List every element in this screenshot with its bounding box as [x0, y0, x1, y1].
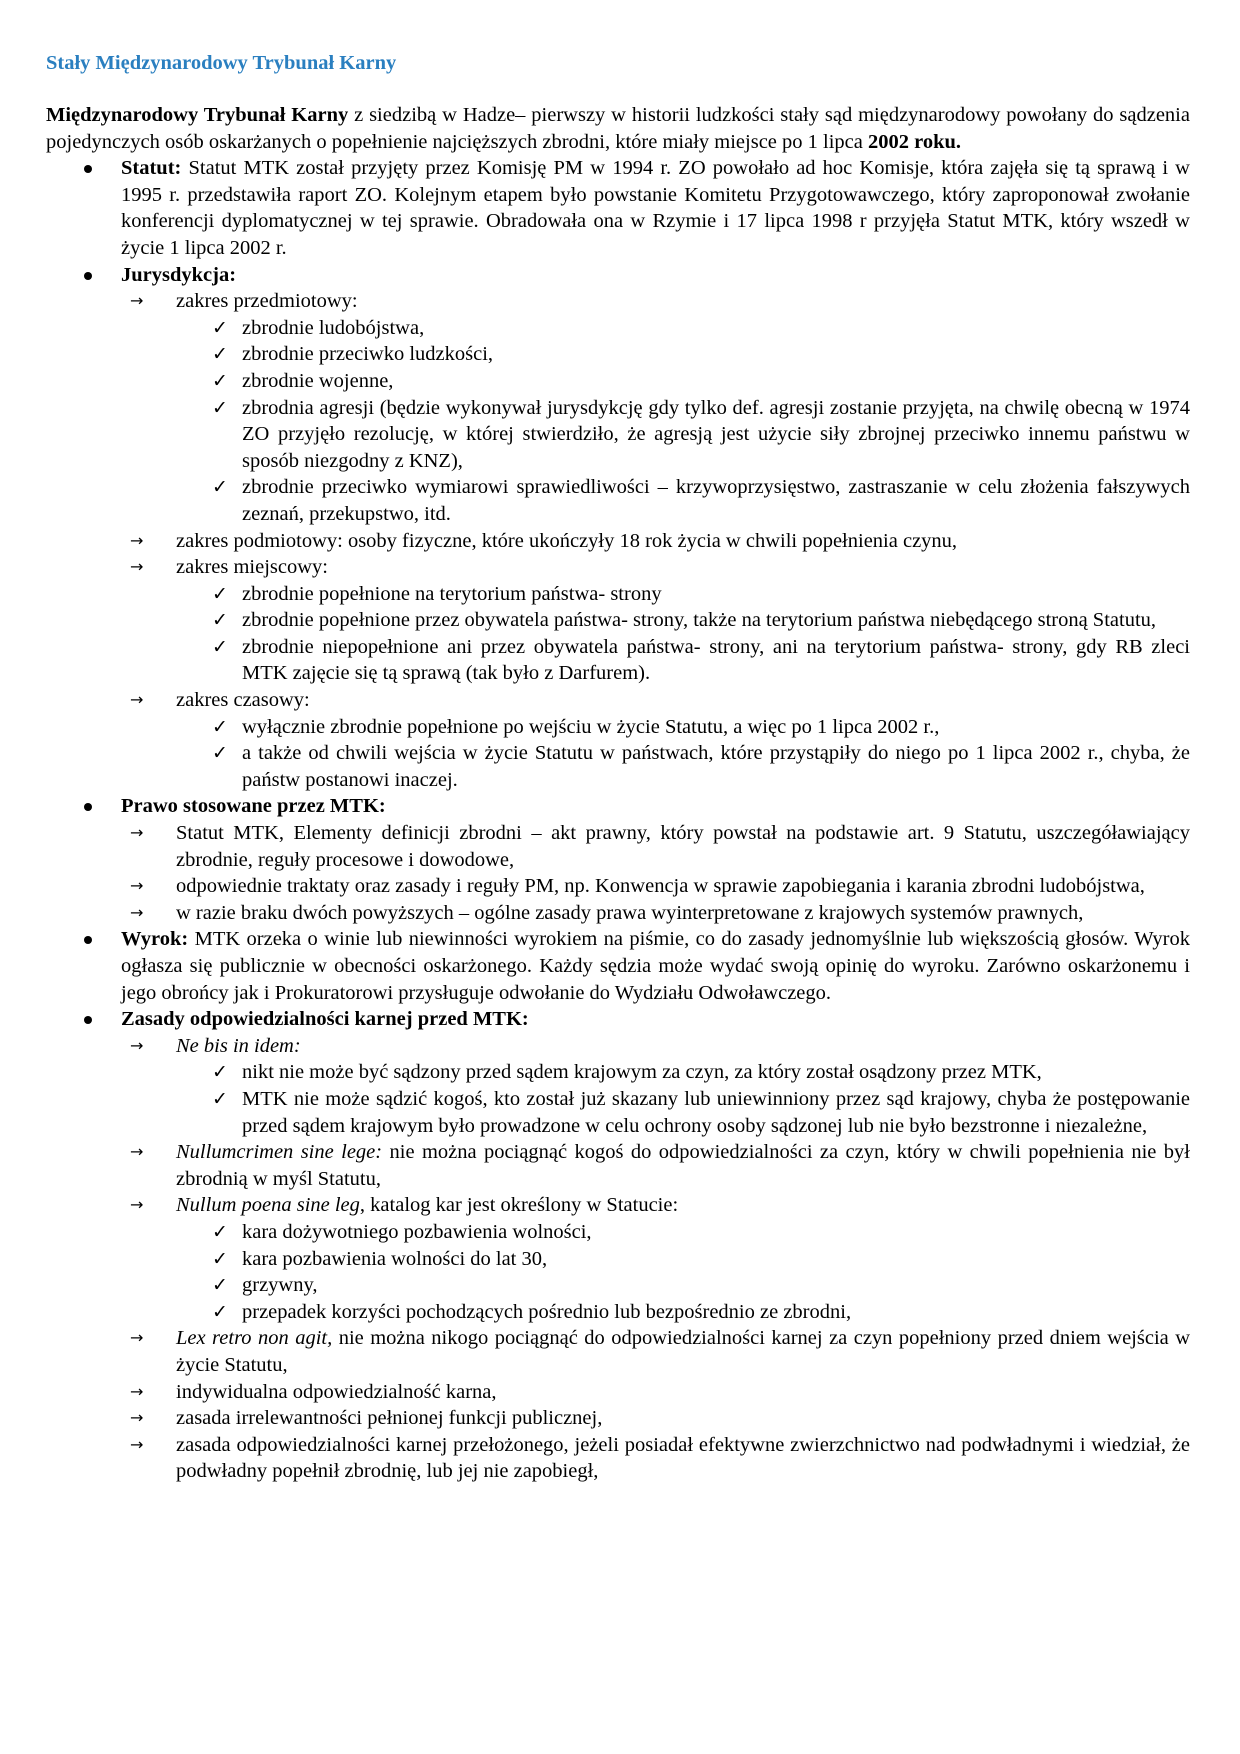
- checkmark-icon: ✓: [212, 343, 228, 366]
- checkmark-icon: ✓: [212, 635, 228, 658]
- arrow-item-text: [176, 1192, 1190, 1219]
- check-item: [46, 1246, 1190, 1273]
- check-item: [46, 315, 1190, 342]
- intro-bold-tail: 2002 roku.: [868, 130, 962, 153]
- check-item: [46, 395, 1190, 475]
- arrow-item-body: , katalog kar jest określony w Statucie:: [359, 1194, 679, 1217]
- arrow-item-body: nie można nikogo pociągnąć do odpowiedzialności karnej za czyn popełniony przed dniem wejścia w życie Statutu,: [176, 1327, 1190, 1376]
- arrow-item-body: w razie braku dwóch powyższych – ogólne zasady prawa wyinterpretowane z krajowych systemów prawnych,: [176, 901, 1084, 924]
- arrow-item-text: [176, 1139, 1190, 1192]
- arrow-item-text: [176, 554, 1190, 581]
- arrow-item-text: [176, 1432, 1190, 1485]
- document-page: [46, 50, 1190, 1485]
- arrow-item-body: zakres podmiotowy: osoby fizyczne, które ukończyły 18 rok życia w chwili popełnienia czynu,: [176, 529, 958, 552]
- arrow-item-text: [176, 687, 1190, 714]
- check-item-text: przepadek korzyści pochodzących pośrednio lub bezpośrednio ze zbrodni,: [242, 1300, 852, 1323]
- arrow-item: [46, 687, 1190, 714]
- arrow-item-text: [176, 528, 1190, 555]
- arrow-item-text: [176, 1405, 1190, 1432]
- arrow-item: [46, 288, 1190, 315]
- arrow-icon: →: [130, 530, 144, 550]
- arrow-item-text: [176, 900, 1190, 927]
- arrow-icon: →: [130, 1328, 144, 1348]
- checkmark-icon: ✓: [212, 1300, 228, 1323]
- intro-paragraph: [46, 102, 1190, 155]
- check-item-text: kara pozbawienia wolności do lat 30,: [242, 1247, 548, 1270]
- check-item: [46, 714, 1190, 741]
- arrow-item: [46, 554, 1190, 581]
- check-item: [46, 607, 1190, 634]
- check-item: [46, 1272, 1190, 1299]
- bullet-icon: [84, 165, 92, 173]
- arrow-item: [46, 1379, 1190, 1406]
- section-heading: Jurysdykcja:: [121, 263, 237, 286]
- arrow-icon: →: [130, 557, 144, 577]
- arrow-icon: →: [130, 1195, 144, 1215]
- arrow-icon: →: [130, 291, 144, 311]
- arrow-item: [46, 1192, 1190, 1219]
- section-paragraph: [46, 155, 1190, 261]
- check-item-text: zbrodnie wojenne,: [242, 369, 394, 392]
- arrow-item-body: zakres przedmiotowy:: [176, 290, 358, 313]
- arrow-icon: →: [130, 1142, 144, 1162]
- latin-maxim: Ne bis in idem:: [176, 1034, 301, 1057]
- check-item-text: zbrodnie popełnione na terytorium państwa- strony: [242, 582, 662, 605]
- check-item: [46, 1299, 1190, 1326]
- arrow-item: [46, 1432, 1190, 1485]
- arrow-item-text: [176, 1033, 1190, 1060]
- check-item-text: nikt nie może być sądzony przed sądem krajowym za czyn, za który został osądzony przez MTK,: [242, 1061, 1042, 1084]
- section-heading: Prawo stosowane przez MTK:: [121, 795, 386, 818]
- check-item: [46, 581, 1190, 608]
- arrow-item: [46, 873, 1190, 900]
- checkmark-icon: ✓: [212, 396, 228, 419]
- check-item: [46, 341, 1190, 368]
- section-paragraph: [46, 1006, 1190, 1033]
- bullet-icon: [84, 1016, 92, 1024]
- check-item-text: kara dożywotniego pozbawienia wolności,: [242, 1220, 592, 1243]
- arrow-item-text: [176, 1379, 1190, 1406]
- checkmark-icon: ✓: [212, 1274, 228, 1297]
- bullet-icon: [84, 803, 92, 811]
- section-paragraph: [46, 262, 1190, 289]
- check-item: [46, 634, 1190, 687]
- check-item-text: zbrodnie popełnione przez obywatela państwa- strony, także na terytorium państwa niebędącego stroną Statutu,: [242, 609, 1157, 632]
- check-item: [46, 1086, 1190, 1139]
- check-item-text: a także od chwili wejścia w życie Statutu w państwach, które przystąpiły do niego po 1 lipca 2002 r., chyba, że państw postanowi inaczej.: [242, 742, 1190, 791]
- check-item-text: grzywny,: [242, 1274, 318, 1297]
- checkmark-icon: ✓: [212, 1220, 228, 1243]
- arrow-item: [46, 1139, 1190, 1192]
- checkmark-icon: ✓: [212, 476, 228, 499]
- section-heading: Statut:: [121, 157, 182, 180]
- arrow-item-text: [176, 288, 1190, 315]
- bullet-icon: [84, 272, 92, 280]
- latin-maxim: Nullumcrimen sine lege:: [176, 1141, 383, 1164]
- latin-maxim: Nullum poena sine leg: [176, 1194, 360, 1217]
- arrow-icon: →: [130, 1408, 144, 1428]
- arrow-item-text: [176, 820, 1190, 873]
- check-item-text: zbrodnie przeciwko wymiarowi sprawiedliwości – krzywoprzysięstwo, zastraszanie w celu złożenia fałszywych zeznań, przekupstwo, itd.: [242, 476, 1190, 525]
- section-heading: Wyrok:: [121, 928, 189, 951]
- check-item-text: zbrodnie przeciwko ludzkości,: [242, 343, 494, 366]
- section-paragraph: [46, 793, 1190, 820]
- section-heading: Zasady odpowiedzialności karnej przed MTK:: [121, 1008, 529, 1031]
- checkmark-icon: ✓: [212, 1061, 228, 1084]
- arrow-item-body: zasada odpowiedzialności karnej przełożonego, jeżeli posiadał efektywne zwierzchnictwo nad podwładnymi i wiedział, że podwładny popełnił zbrodnię, lub jej nie zapobiegł,: [176, 1433, 1190, 1483]
- check-item: [46, 740, 1190, 793]
- arrow-icon: →: [130, 823, 144, 843]
- checkmark-icon: ✓: [212, 582, 228, 605]
- checkmark-icon: ✓: [212, 369, 228, 392]
- checkmark-icon: ✓: [212, 316, 228, 339]
- check-item: [46, 1059, 1190, 1086]
- intro-bold-lead: Międzynarodowy Trybunał Karny: [46, 104, 349, 126]
- section-text: MTK orzeka o winie lub niewinności wyrokiem na piśmie, co do zasady jednomyślnie lub większością głosów. Wyrok ogłasza się publicznie w obecności oskarżonego. Każdy sędzia może wydać swoją opinię do wyroku. Zarówno oskarżonemu i jego obrońcy jak i Prokuratorowi przysługuje odwołanie do Wydziału Odwoławczego.: [121, 928, 1190, 1004]
- arrow-item-text: [176, 1325, 1190, 1378]
- arrow-icon: →: [130, 1434, 144, 1454]
- check-item: [46, 1219, 1190, 1246]
- arrow-icon: →: [130, 876, 144, 896]
- section-item: [46, 926, 1190, 1006]
- bullet-list: [46, 155, 1190, 1485]
- arrow-item: [46, 1405, 1190, 1432]
- arrow-item: [46, 900, 1190, 927]
- checkmark-icon: ✓: [212, 609, 228, 632]
- arrow-item-text: [176, 873, 1190, 900]
- arrow-icon: →: [130, 1381, 144, 1401]
- checkmark-icon: ✓: [212, 1087, 228, 1110]
- section-text: Statut MTK został przyjęty przez Komisję PM w 1994 r. ZO powołało ad hoc Komisje, która zajęła się tą sprawą i w 1995 r. przedstawiła raport ZO. Kolejnym etapem było powstanie Komitetu Przygotowawczego, który zaproponował zwołanie konferencji dyplomatycznej w tej sprawie. Obradowała ona w Rzymie i 17 lipca 1998 r przyjęła Statut MTK, który wszedł w życie 1 lipca 2002 r.: [121, 157, 1190, 259]
- check-item-text: zbrodnia agresji (będzie wykonywał jurysdykcję gdy tylko def. agresji zostanie przyjęta, na chwilę obecną w 1974 ZO przyjęło rezolucję, w której stwierdziło, że agresją jest użycie siły zbrojnej przeciwko innemu państwu w sposób niezgodny z KNZ),: [242, 396, 1190, 472]
- check-item-text: zbrodnie niepopełnione ani przez obywatela państwa- strony, ani na terytorium państwa- strony, gdy RB zleci MTK zajęcie się tą sprawą (tak było z Darfurem).: [242, 635, 1190, 685]
- arrow-icon: →: [130, 902, 144, 922]
- arrow-item-body: odpowiednie traktaty oraz zasady i reguły PM, np. Konwencja w sprawie zapobiegania i karania zbrodni ludobójstwa,: [176, 875, 1145, 898]
- arrow-item-body: Statut MTK, Elementy definicji zbrodni – akt prawny, który powstał na podstawie art. 9 Statutu, uszczegóławiający zbrodnie, reguły procesowe i dowodowe,: [176, 822, 1190, 871]
- check-item-text: zbrodnie ludobójstwa,: [242, 316, 425, 339]
- check-item: [46, 368, 1190, 395]
- bullet-icon: [84, 936, 92, 944]
- checkmark-icon: ✓: [212, 715, 228, 738]
- arrow-item-body: zakres czasowy:: [176, 689, 310, 712]
- check-item-text: MTK nie może sądzić kogoś, kto został już skazany lub uniewinniony przez sąd krajowy, chyba że postępowanie przed sądem krajowym było prowadzone w celu ochrony osoby sądzonej lub nie było bezstronne i niezależne,: [242, 1087, 1190, 1137]
- arrow-item-body: indywidualna odpowiedzialność karna,: [176, 1380, 497, 1403]
- section-item: [46, 262, 1190, 794]
- check-item-text: wyłącznie zbrodnie popełnione po wejściu w życie Statutu, a więc po 1 lipca 2002 r.,: [242, 715, 940, 738]
- arrow-icon: →: [130, 690, 144, 710]
- section-paragraph: [46, 926, 1190, 1006]
- intro-text: z siedzibą w Hadze– pierwszy w historii ludzkości stały sąd międzynarodowy powołany do sądzenia pojedynczych osób oskarżanych o popełnienie najcięższych zbrodni, które miały miejsce po 1 lipca: [46, 104, 1190, 153]
- document-title: Stały Międzynarodowy Trybunał Karny: [46, 52, 397, 74]
- check-item: [46, 474, 1190, 527]
- arrow-item: [46, 1033, 1190, 1060]
- arrow-item-body: nie można pociągnąć kogoś do odpowiedzialności za czyn, który w chwili popełnienia nie był zbrodnią w myśl Statutu,: [176, 1141, 1190, 1190]
- section-list: [46, 155, 1190, 1485]
- arrow-item: [46, 820, 1190, 873]
- section-item: [46, 155, 1190, 261]
- arrow-icon: →: [130, 1035, 144, 1055]
- section-item: [46, 1006, 1190, 1485]
- latin-maxim: Lex retro non agit,: [176, 1327, 333, 1350]
- arrow-item-body: zakres miejscowy:: [176, 556, 328, 579]
- arrow-item: [46, 1325, 1190, 1378]
- checkmark-icon: ✓: [212, 1247, 228, 1270]
- arrow-item: [46, 528, 1190, 555]
- checkmark-icon: ✓: [212, 742, 228, 765]
- section-item: [46, 793, 1190, 926]
- arrow-item-body: zasada irrelewantności pełnionej funkcji publicznej,: [176, 1407, 603, 1430]
